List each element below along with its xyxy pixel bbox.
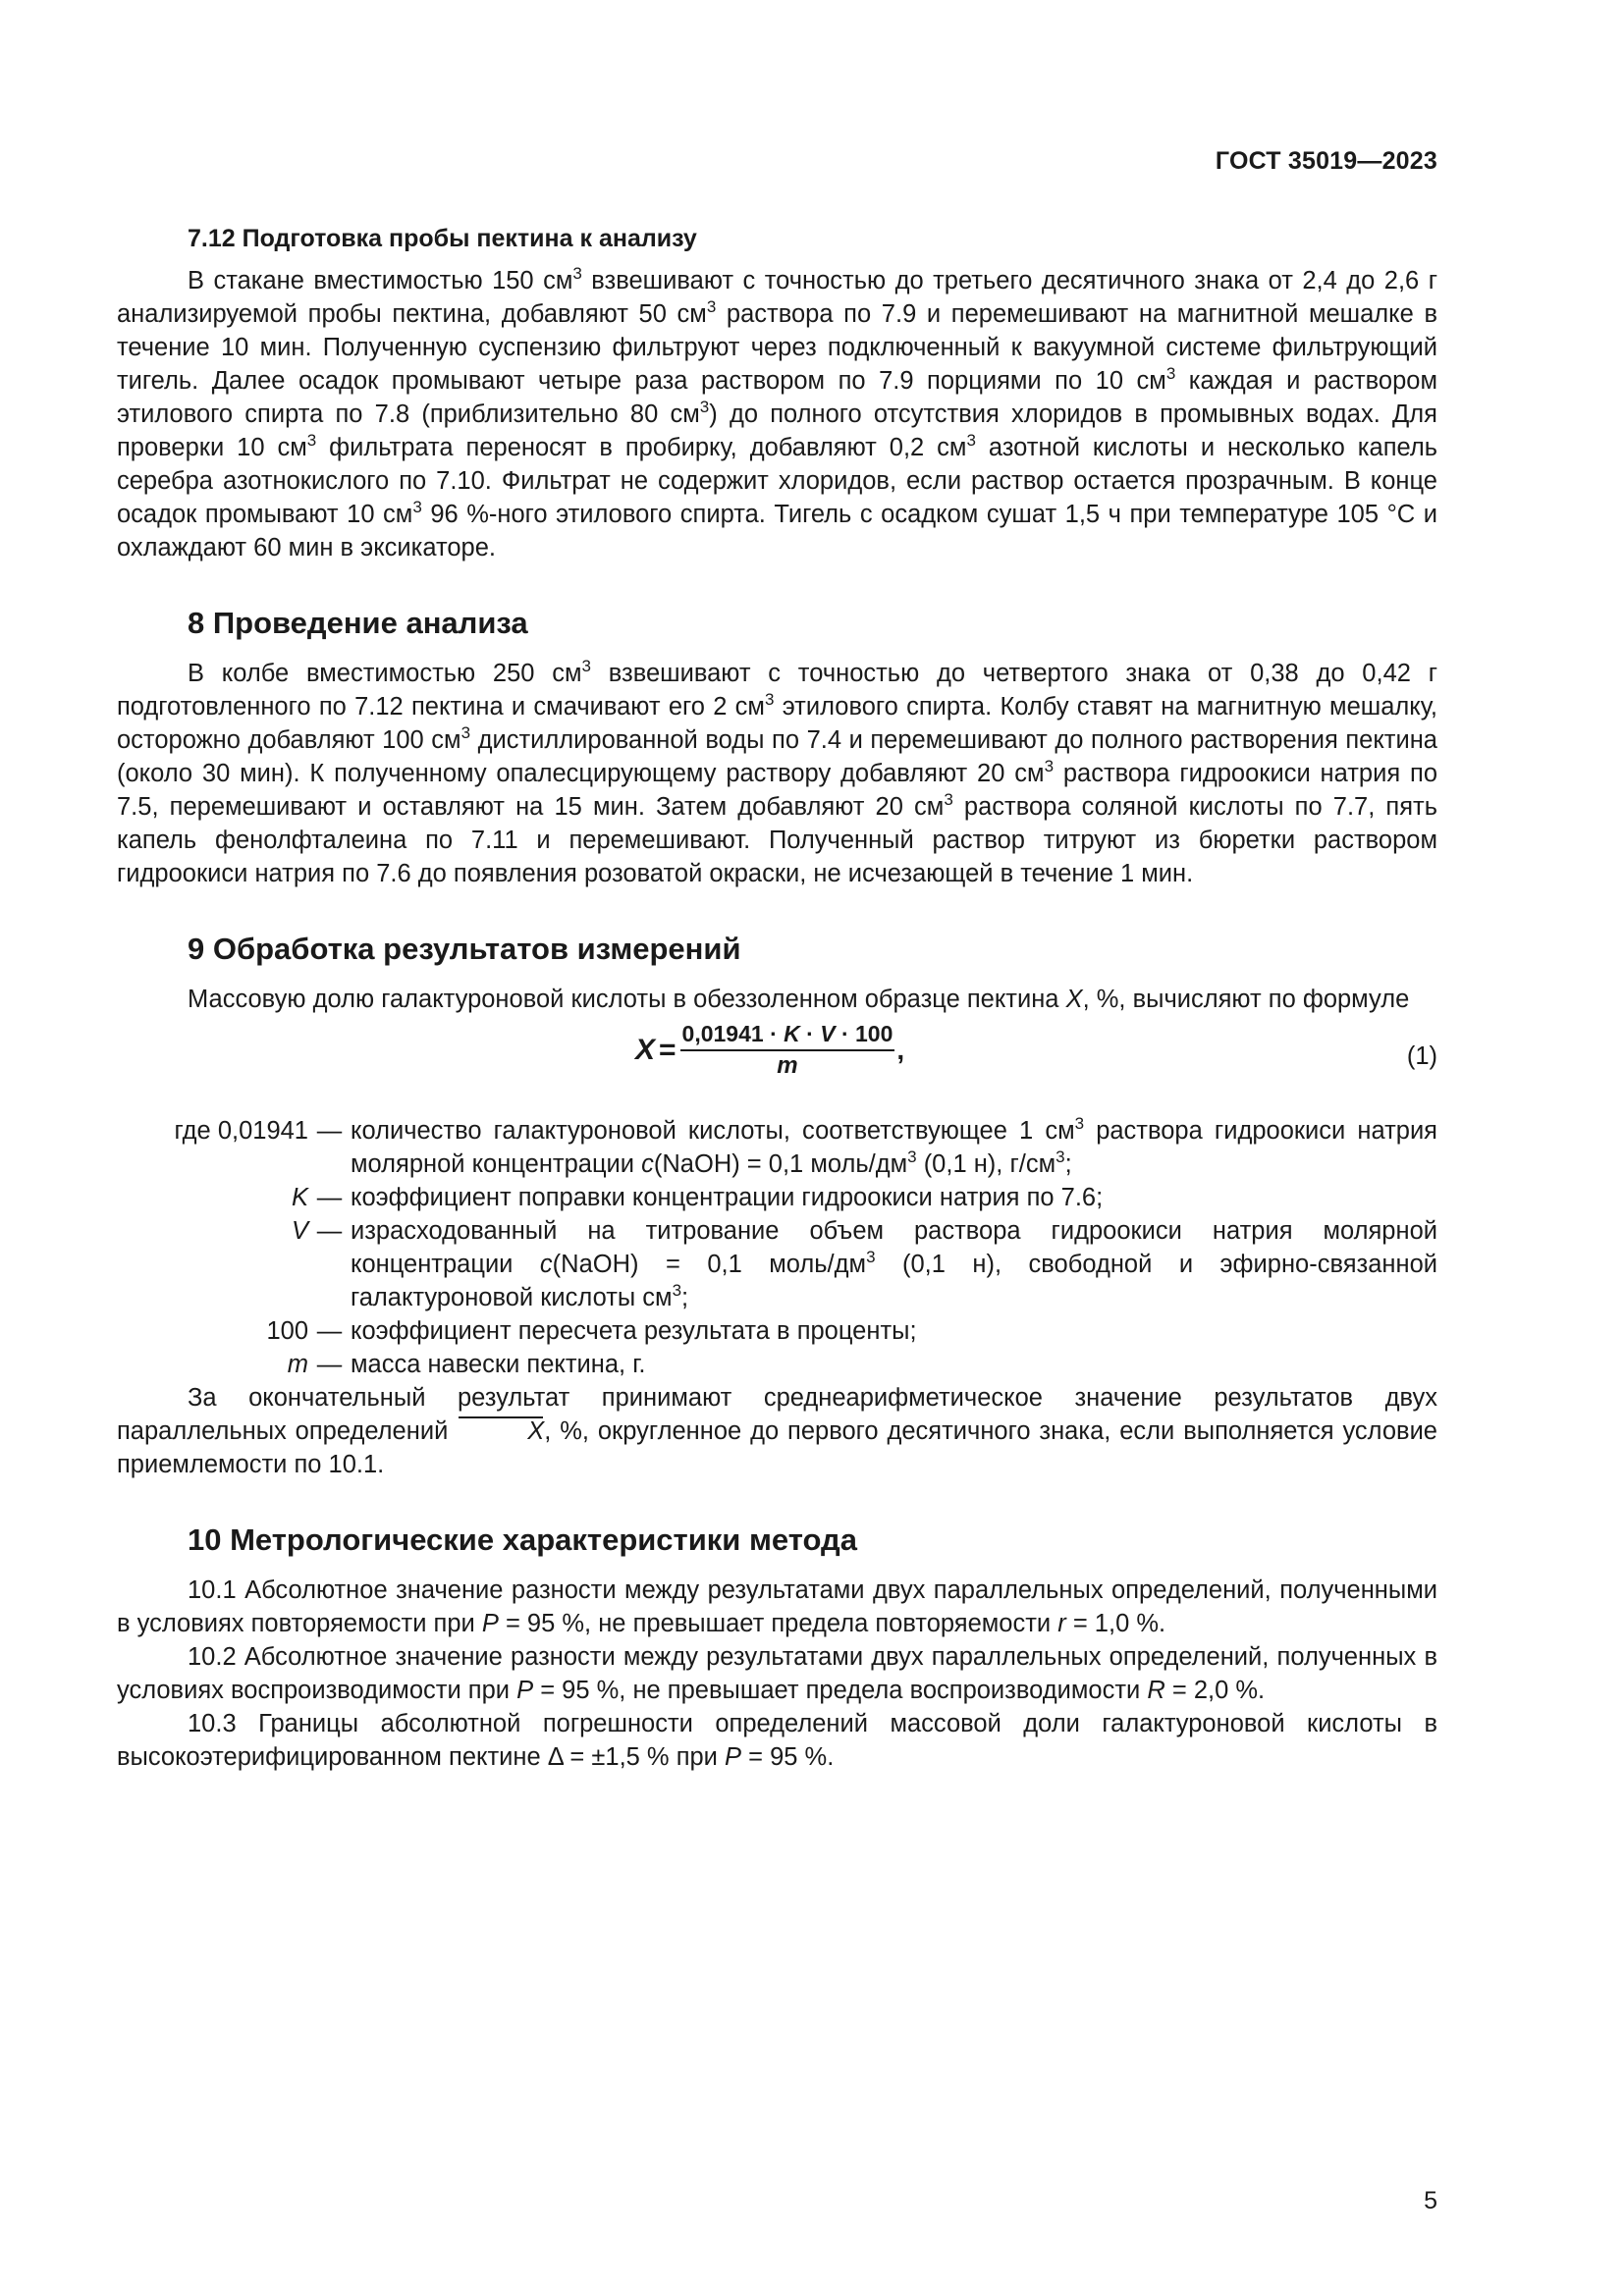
variable-v: V [291,1217,308,1245]
variable-v: V [820,1021,836,1046]
text-run: 10.1 Абсолютное значение разности между результатами двух параллельных определений, полученными в условиях повторяемости при [117,1576,1437,1637]
superscript: 3 [966,431,976,450]
text-run: раствора гидроокиси натрия молярной концентрации [351,1117,1437,1178]
definition-dash: — [316,1351,343,1378]
definition-dash: — [316,1184,343,1211]
text-run: 10.2 Абсолютное значение разности между результатами двух параллельных определений, полученных в условиях воспроизводимости при [117,1643,1437,1704]
definition-description: коэффициент поправки концентрации гидроокиси натрия по 7.6; [351,1184,1104,1211]
section-10-3 [117,1707,1437,1774]
section-7-12-heading: 7.12 Подготовка пробы пектина к анализу [188,225,697,252]
text-run: 0,01941 · [681,1021,785,1046]
superscript: 3 [764,690,775,709]
variable-p: P [481,1610,499,1637]
page-number: 5 [1424,2187,1437,2215]
formula-comma: , [896,1035,905,1065]
text-run: = 1,0 %. [1065,1610,1166,1637]
variable-r-upper: R [1147,1677,1165,1704]
superscript: 3 [1056,1148,1065,1166]
section-8-heading: 8 Проведение анализа [188,606,528,640]
text-run: каждая и раствором этилового спирта по 7.8 (приблизительно 80 см [117,367,1437,428]
text-run: = 95 %, не превышает предела повторяемости [498,1610,1058,1637]
superscript: 3 [306,431,317,450]
text-run: = 95 %, не превышает предела воспроизводимости [533,1677,1148,1704]
text-run: 96 %-ного этилового спирта. Тигель с осадком сушат 1,5 ч при температуре 105 °С и охлаждают 60 мин в эксикаторе. [117,501,1437,561]
text-run: израсходованный на титрование объем раствора гидроокиси натрия молярной концентрации [351,1217,1437,1278]
text-run: (0,1 н), свободной и эфирно-связанной галактуроновой кислоты см [351,1251,1437,1311]
text-run: За окончательный результат принимают среднеарифметическое значение результатов двух параллельных определений [117,1384,1437,1445]
definition-term [117,1181,308,1214]
definition-term: где 0,01941 [174,1117,308,1145]
definition-dash: — [316,1117,343,1145]
variable-p: P [725,1743,742,1771]
section-9-final-result [117,1381,1437,1481]
definition-term [117,1348,308,1381]
variable-r: r [1057,1610,1066,1637]
text-run: количество галактуроновой кислоты, соответствующее 1 см [351,1117,1075,1145]
superscript: 3 [944,790,953,809]
variable-x-mean: X [457,1415,544,1448]
section-10-1 [117,1574,1437,1640]
superscript: 3 [1165,364,1176,383]
definition-item [117,1181,1437,1214]
variable-x: X [1065,986,1083,1013]
superscript: 3 [460,723,471,742]
section-9-heading: 9 Обработка результатов измерений [188,932,741,966]
text-run: ) до полного отсутствия хлоридов в промывных водах. Для проверки 10 см [117,400,1437,461]
definition-item [117,1314,1437,1348]
text-run: = 95 %. [741,1743,835,1771]
superscript: 3 [412,498,422,516]
text-run: взвешивают с точностью до четвертого знака от 0,38 до 0,42 г подготовленного по 7.12 пектина и смачивают его 2 см [117,660,1437,721]
text-run: (0,1 н), г/см [916,1150,1056,1178]
text-run: 10.3 Границы абсолютной погрешности определений массовой доли галактуроновой кислоты в высокоэтерифицированном пектине Δ = ±1,5 % при [117,1710,1437,1771]
section-10-heading: 10 Метрологические характеристики метода [188,1522,857,1557]
definition-item [117,1114,1437,1181]
superscript: 3 [581,657,591,675]
section-7-12-paragraph [117,264,1437,564]
text-run: , %, округленное до первого десятичного знака, если выполняется условие приемлемости по 10.1. [117,1417,1437,1478]
definition-dash: — [316,1217,343,1245]
text-run: раствора по 7.9 и перемешивают на магнитной мешалке в течение 10 мин. Полученную суспензию фильтруют через подключенный к вакуумной системе фильтрующий тигель. Далее осадок промывают четыре раза раствором по 7.9 порциями по 10 см [117,300,1437,395]
superscript: 3 [1044,757,1055,775]
section-10-2 [117,1640,1437,1707]
formula-denominator: m [777,1052,798,1079]
text-run: раствора соляной кислоты по 7.7, пять капель фенолфталеина по 7.11 и перемешивают. Полученный раствор титруют из бюретки раствором гидроокиси натрия по 7.6 до появления розоватой окраски, не исчезающей в течение 1 мин. [117,793,1437,887]
text-run: · [799,1021,821,1046]
text-run: дистиллированной воды по 7.4 и перемешивают до полного растворения пектина (около 30 мин). К полученному опалесцирующему раствору добавляют 20 см [117,726,1437,787]
text-run: (NaOH) = 0,1 моль/дм [653,1150,908,1178]
definition-term: 100 [266,1317,308,1345]
definition-dash: — [316,1317,343,1345]
text-run: В стакане вместимостью 150 см [188,267,573,294]
text-run: (NaOH) = 0,1 моль/дм [552,1251,867,1278]
formula-lhs: X [635,1034,656,1066]
text-run: ; [681,1284,689,1311]
variable-p: P [516,1677,534,1704]
section-8-paragraph [117,657,1437,890]
text-run: , %, вычисляют по формуле [1082,986,1410,1013]
superscript: 3 [706,297,717,316]
variable-c: c [641,1150,654,1178]
definition-description [351,1214,1437,1314]
superscript: 3 [672,1281,682,1300]
definition-description: масса навески пектина, г. [351,1351,646,1378]
text-run: В колбе вместимостью 250 см [188,660,582,687]
document-id-header: ГОСТ 35019—2023 [1215,147,1437,175]
superscript: 3 [1074,1114,1085,1133]
text-run: взвешивают с точностью до третьего десятичного знака от 2,4 до 2,6 г анализируемой пробы пектина, добавляют 50 см [117,267,1437,328]
text-run: ; [1064,1150,1072,1178]
section-9-intro [117,983,1437,1016]
text-run: = 2,0 %. [1164,1677,1266,1704]
formula-1 [117,1020,1437,1100]
text-run: · 100 [835,1021,893,1046]
variable-k: K [784,1021,800,1046]
formula-definitions [117,1114,1437,1381]
text-run: раствора гидроокиси натрия по 7.5, перемешивают и оставляют на 15 мин. Затем добавляют 20 см [117,760,1437,821]
formula-numerator [680,1020,895,1051]
variable-c: c [539,1251,553,1278]
definition-description: коэффициент пересчета результата в проценты; [351,1317,917,1345]
superscript: 3 [907,1148,917,1166]
superscript: 3 [866,1248,876,1266]
text-run: фильтрата переносят в пробирку, добавляют 0,2 см [316,434,967,461]
definition-term [117,1214,308,1248]
definition-description [351,1114,1437,1181]
superscript: 3 [572,264,582,283]
definition-item [117,1214,1437,1314]
formula-number: (1) [1406,1042,1437,1070]
superscript: 3 [699,398,710,416]
text-run: Массовую долю галактуроновой кислоты в обеззоленном образце пектина [188,986,1066,1013]
text-run: азотной кислоты и несколько капель серебра азотнокислого по 7.10. Фильтрат не содержит хлоридов, если раствор остается прозрачным. В конце осадок промывают 10 см [117,434,1438,528]
formula-expression [635,1020,904,1081]
variable-m: m [287,1351,308,1378]
page-content [117,222,1437,1774]
text-run: этилового спирта. Колбу ставят на магнитную мешалку, осторожно добавляют 100 см [117,693,1437,754]
definition-item [117,1348,1437,1381]
variable-k: K [291,1184,308,1211]
formula-equals: = [659,1034,677,1066]
formula-fraction [680,1020,895,1081]
